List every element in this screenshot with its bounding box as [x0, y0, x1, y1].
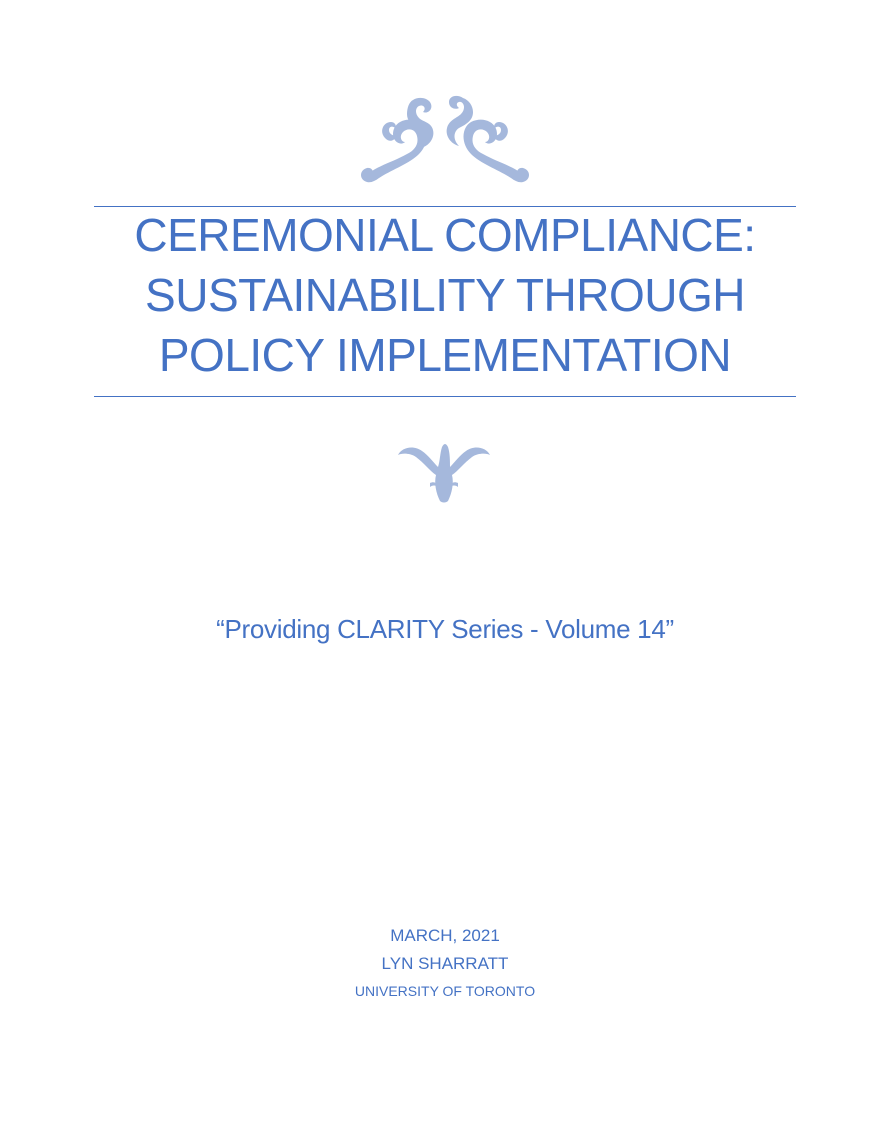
fleuron-icon: [396, 441, 492, 503]
organization-name: UNIVERSITY OF TORONTO: [354, 983, 536, 999]
title-bottom-rule: [94, 396, 796, 397]
title-line-1: CEREMONIAL COMPLIANCE:: [134, 209, 756, 261]
document-title: [94, 205, 796, 385]
scroll-flourish-icon: [357, 92, 533, 188]
title-line-2: SUSTAINABILITY THROUGH: [145, 269, 745, 321]
series-subtitle: “Providing CLARITY Series - Volume 14”: [216, 614, 674, 644]
publication-date: MARCH, 2021: [390, 926, 500, 945]
author-name: LYN SHARRATT: [381, 954, 509, 973]
title-line-3: POLICY IMPLEMENTATION: [158, 329, 732, 381]
